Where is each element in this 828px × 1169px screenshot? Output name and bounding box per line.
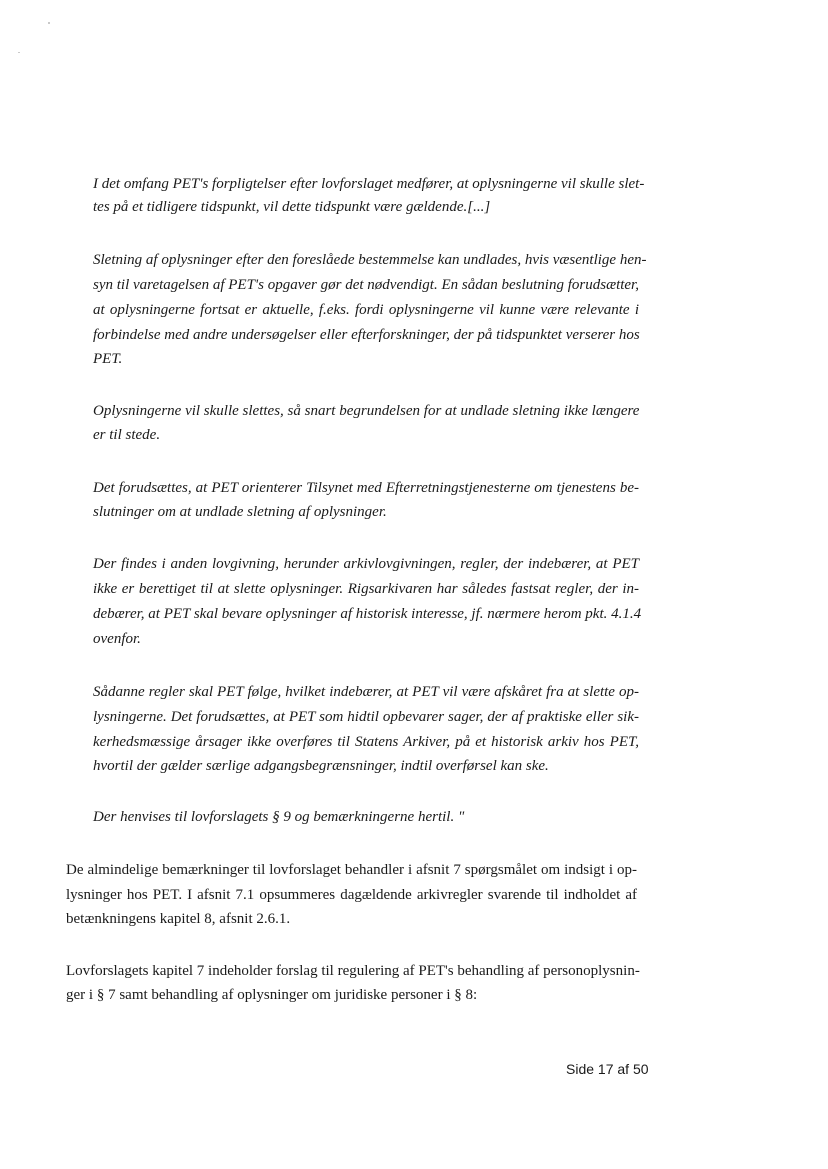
page-number: Side 17 af 50 — [566, 1061, 649, 1077]
quote-line: kerhedsmæssige årsager ikke overføres til Statens Arkiver, på et historisk arkiv hos PET, — [93, 734, 639, 750]
body-line: Lovforslagets kapitel 7 indeholder forslag til regulering af PET's behandling af personoplysnin- — [66, 963, 640, 979]
quote-line: tes på et tidligere tidspunkt, vil dette tidspunkt være gældende.[...] — [93, 199, 491, 215]
quote-line: Sletning af oplysninger efter den foreslåede bestemmelse kan undlades, hvis væsentlige hen- — [93, 252, 647, 268]
quote-line: Det forudsættes, at PET orienterer Tilsynet med Efterretningstjenesterne om tjenestens be- — [93, 480, 639, 496]
quote-line: slutninger om at undlade sletning af oplysninger. — [93, 504, 387, 520]
scan-speck — [18, 52, 20, 53]
quote-line: ovenfor. — [93, 631, 141, 647]
body-line: De almindelige bemærkninger til lovforslaget behandler i afsnit 7 spørgsmålet om indsigt i op- — [66, 862, 637, 878]
quote-line: hvortil der gælder særlige adgangsbegrænsninger, indtil overførsel kan ske. — [93, 758, 549, 774]
body-line: lysninger hos PET. I afsnit 7.1 opsummeres dagældende arkivregler svarende til indholdet af — [66, 887, 637, 903]
quote-line: Sådanne regler skal PET følge, hvilket indebærer, at PET vil være afskåret fra at slette op- — [93, 684, 639, 700]
quote-line: Der henvises til lovforslagets § 9 og bemærkningerne hertil. " — [93, 809, 465, 825]
quote-line: syn til varetagelsen af PET's opgaver gør det nødvendigt. En sådan beslutning forudsætter, — [93, 277, 639, 293]
quote-line: ikke er berettiget til at slette oplysninger. Rigsarkivaren har således fastsat regler, der in- — [93, 581, 639, 597]
body-line: ger i § 7 samt behandling af oplysninger om juridiske personer i § 8: — [66, 987, 478, 1003]
quote-line: PET. — [93, 351, 123, 367]
quote-line: debærer, at PET skal bevare oplysninger af historisk interesse, jf. nærmere herom pkt. 4.1.4 — [93, 606, 642, 622]
quote-line: forbindelse med andre undersøgelser eller efterforskninger, der på tidspunktet verserer hos — [93, 327, 640, 343]
quote-line: Oplysningerne vil skulle slettes, så snart begrundelsen for at undlade sletning ikke længere — [93, 403, 640, 419]
quote-line: lysningerne. Det forudsættes, at PET som hidtil opbevarer sager, der af praktiske eller sik- — [93, 709, 639, 725]
quote-line: Der findes i anden lovgivning, herunder arkivlovgivningen, regler, der indebærer, at PET — [93, 556, 639, 572]
scan-speck — [48, 22, 50, 24]
quote-line: I det omfang PET's forpligtelser efter lovforslaget medfører, at oplysningerne vil skulle slet- — [93, 176, 645, 192]
body-line: betænkningens kapitel 8, afsnit 2.6.1. — [66, 911, 291, 927]
quote-line: at oplysningerne fortsat er aktuelle, f.eks. fordi oplysningerne vil kunne være relevante i — [93, 302, 639, 318]
quote-line: er til stede. — [93, 427, 161, 443]
